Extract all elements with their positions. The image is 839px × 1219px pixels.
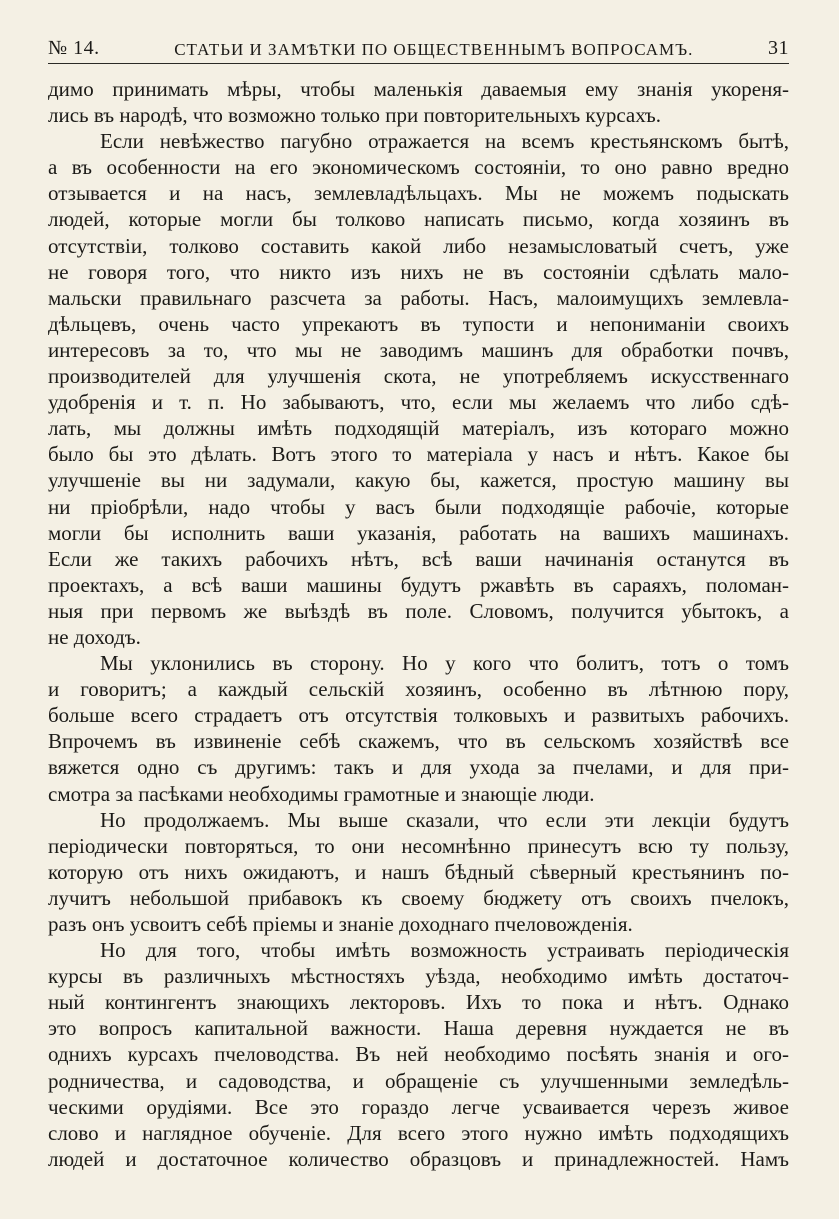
- text-line: это вопросъ капитальной важности. Наша деревня нуждается не въ: [48, 1016, 789, 1041]
- text-line: ни пріобрѣли, надо чтобы у васъ были подходящіе рабочіе, которые: [48, 494, 789, 519]
- text-line: ный контингентъ знающихъ лекторовъ. Ихъ то пока и нѣтъ. Однако: [48, 990, 789, 1015]
- text-line: мальски правильнаго разсчета за работы. Насъ, малоимущихъ землевла-: [48, 285, 789, 310]
- text-line: лать, мы должны имѣть подходящій матеріалъ, изъ котораго можно: [48, 416, 789, 441]
- text-line: отзывается и на насъ, землевладѣльцахъ. Мы не можемъ подыскать: [48, 181, 789, 206]
- text-line: курсы въ различныхъ мѣстностяхъ уѣзда, необходимо имѣть достаточ-: [48, 964, 789, 989]
- text-line: было бы это дѣлать. Вотъ этого то матеріала у насъ и нѣтъ. Какое бы: [48, 442, 789, 467]
- text-line: а въ особенности на его экономическомъ состояніи, то оно равно вредно: [48, 155, 789, 180]
- text-line: лучитъ небольшой прибавокъ къ своему бюджету отъ своихъ пчелокъ,: [48, 885, 789, 910]
- text-line: и говоритъ; а каждый сельскій хозяинъ, особенно въ лѣтнюю пору,: [48, 677, 789, 702]
- text-line: больше всего страдаетъ отъ отсутствія толковыхъ и развитыхъ рабочихъ.: [48, 703, 789, 728]
- text-line: разъ онъ усвоитъ себѣ пріемы и знаніе доходнаго пчеловожденія.: [48, 912, 633, 936]
- text-line: вяжется одно съ другимъ: такъ и для ухода за пчелами, и для при-: [48, 755, 789, 780]
- running-header: [48, 30, 789, 64]
- text-line: Впрочемъ въ извиненіе себѣ скажемъ, что въ сельскомъ хозяйствѣ все: [48, 729, 789, 754]
- text-line: Если же такихъ рабочихъ нѣтъ, всѣ ваши начинанія останутся въ: [48, 546, 789, 571]
- text-line: не доходъ.: [48, 624, 141, 649]
- text-line: которую отъ нихъ ожидаютъ, и нашъ бѣдный сѣверный крестьянинъ по-: [48, 859, 789, 884]
- text-line: Если невѣжество пагубно отражается на всемъ крестьянскомъ бытѣ,: [100, 129, 789, 154]
- text-line: производителей для улучшенія скота, не употребляемъ искусственнаго: [48, 364, 789, 389]
- text-line: ныя при первомъ же выѣздѣ въ поле. Словомъ, получится убытокъ, а: [48, 598, 789, 623]
- text-line: слово и наглядное обученіе. Для всего этого нужно имѣть подходящихъ: [48, 1120, 789, 1145]
- text-line: не говоря того, что никто изъ нихъ не въ состояніи сдѣлать мало-: [48, 259, 789, 284]
- text-line: Но для того, чтобы имѣть возможность устраивать періодическія: [100, 938, 789, 963]
- article-body: [48, 76, 789, 1172]
- text-line: Но продолжаемъ. Мы выше сказали, что если эти лекціи будутъ: [100, 807, 789, 832]
- text-line: проектахъ, а всѣ ваши машины будутъ ржавѣть въ сараяхъ, полoман-: [48, 572, 789, 597]
- page-number: 31: [767, 37, 789, 59]
- text-line: Мы уклонились въ сторону. Но у кого что болитъ, тотъ о томъ: [100, 651, 789, 676]
- text-line: смотра за пасѣками необходимы грамотные и знающіе люди.: [48, 781, 595, 806]
- text-line: удобренія и т. п. Но забываютъ, что, если мы желаемъ что либо сдѣ-: [48, 390, 789, 415]
- section-title: СТАТЬИ И ЗАМѢТКИ ПО ОБЩЕСТВЕННЫМЪ ВОПРОСАМЪ.: [174, 40, 694, 59]
- text-line: ческими орудіями. Все это гораздо легче усваивается черезъ живое: [48, 1094, 789, 1119]
- text-line: улучшеніе вы ни задумали, какую бы, кажется, простую машину вы: [48, 468, 789, 493]
- text-line: людей, которые могли бы толково написать письмо, когда хозяинъ въ: [48, 207, 789, 232]
- text-line: родничества, и садоводства, и обращеніе съ улучшенными земледѣль-: [48, 1068, 789, 1093]
- text-line: могли бы исполнить ваши указанія, работать на вашихъ машинахъ.: [48, 520, 789, 545]
- text-line: дѣльцевъ, очень часто упрекаютъ въ тупости и непониманіи своихъ: [48, 311, 789, 336]
- text-line: лись въ народѣ, что возможно только при повторительныхъ курсахъ.: [48, 103, 662, 128]
- text-line: людей и достаточное количество образцовъ и принадлежностей. Намъ: [48, 1146, 789, 1171]
- text-line: отсутствіи, толково составить какой либо незамысловатый счетъ, уже: [48, 233, 789, 258]
- issue-number: № 14.: [48, 37, 100, 59]
- text-line: димо принимать мѣры, чтобы маленькія даваемыя ему знанія укореня-: [48, 77, 789, 101]
- text-line: однихъ курсахъ пчеловодства. Въ ней необходимо посѣять знанія и ого-: [48, 1042, 789, 1067]
- text-line: интересовъ за то, что мы не заводимъ машинъ для обработки почвъ,: [48, 337, 789, 362]
- text-line: періодически повторяться, то они несомнѣнно принесутъ всю ту пользу,: [48, 833, 789, 858]
